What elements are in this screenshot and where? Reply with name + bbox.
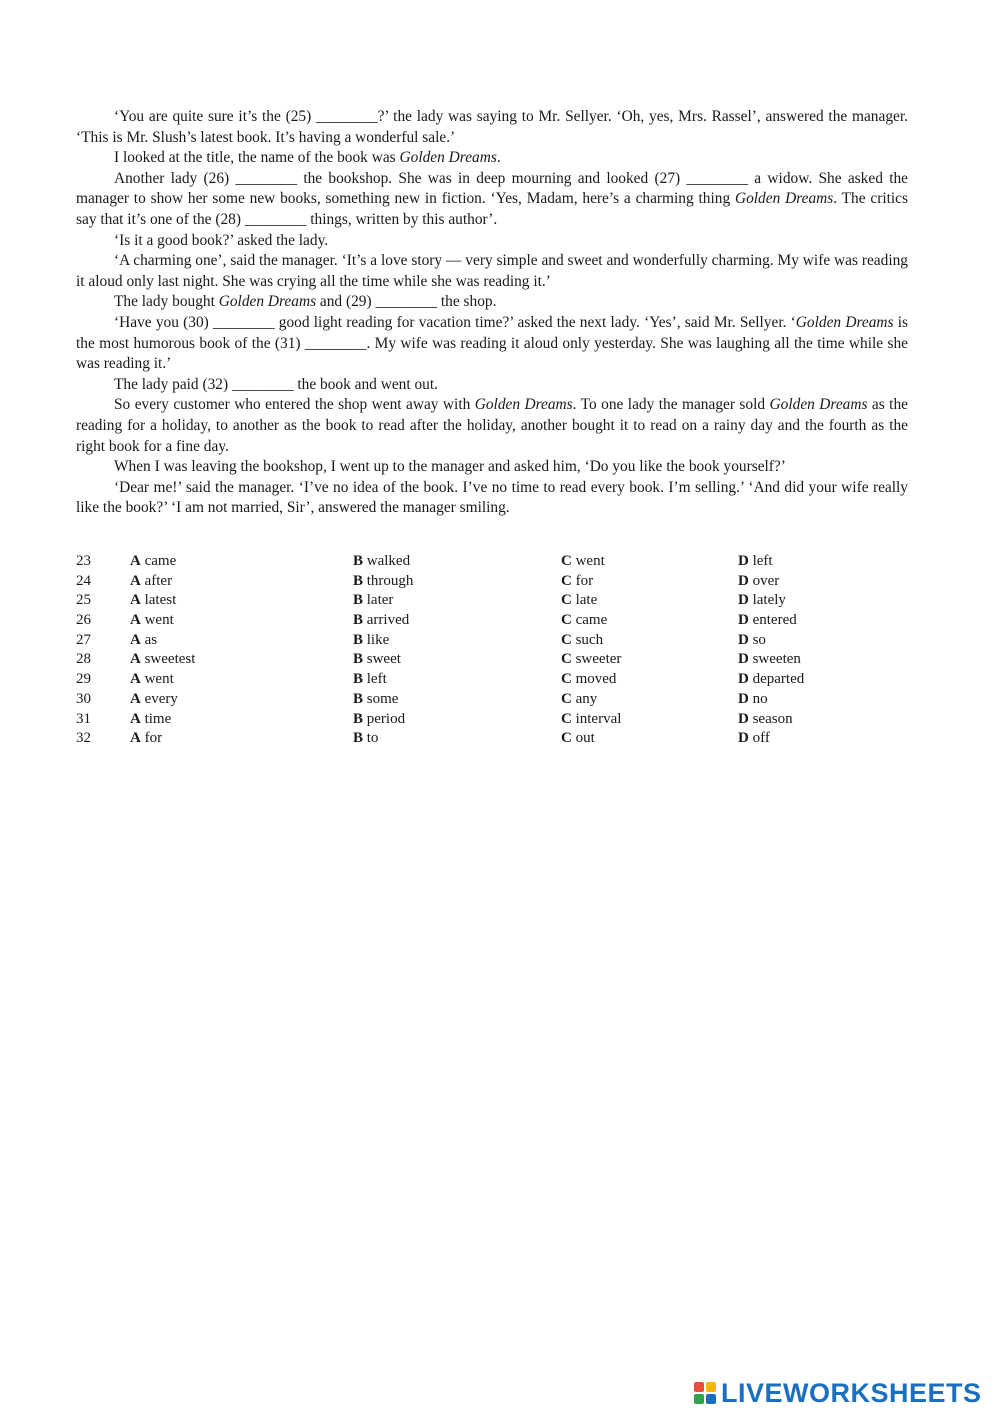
question-row bbox=[76, 729, 836, 749]
option-text: arrived bbox=[366, 612, 410, 629]
option-letter: B bbox=[353, 572, 364, 589]
option-letter: A bbox=[130, 553, 141, 569]
option-c bbox=[561, 650, 621, 670]
brand-name: LIVEWORKSHEETS bbox=[721, 1377, 982, 1408]
passage-text: ‘You are quite sure it’s the (25) ________?’ the lady was saying to Mr. Sellyer. ‘Oh, yes, Mrs. Rassel’, answered the manager. ‘This is Mr. Slush’s latest book. It’s having a wonderful sale.’ bbox=[76, 108, 908, 146]
passage-text: as the reading for a holiday, to another as the book to read after the holiday, another bought it to read on a rainy day and the fourth as the right book for a fine day. bbox=[76, 396, 908, 455]
option-text: some bbox=[366, 690, 399, 707]
passage-paragraph bbox=[76, 148, 908, 169]
option-a bbox=[130, 552, 176, 572]
passage-text: When I was leaving the bookshop, I went up to the manager and asked him, ‘Do you like the book yourself?’ bbox=[114, 458, 786, 476]
option-text: every bbox=[144, 690, 178, 707]
option-text: later bbox=[366, 592, 394, 609]
option-text: left bbox=[752, 553, 773, 569]
option-text: season bbox=[752, 710, 793, 727]
passage-text: and (29) ________ the shop. bbox=[316, 293, 497, 311]
option-letter: B bbox=[353, 651, 364, 668]
option-b bbox=[353, 552, 410, 572]
option-c bbox=[561, 611, 607, 631]
passage-paragraph bbox=[76, 313, 908, 375]
option-text: interval bbox=[575, 710, 622, 727]
option-d bbox=[738, 690, 768, 710]
option-text: like bbox=[366, 631, 390, 648]
option-a bbox=[130, 690, 178, 710]
question-number: 32 bbox=[76, 730, 91, 747]
footer-branding bbox=[694, 1378, 982, 1408]
option-text: departed bbox=[752, 671, 805, 688]
option-text: came bbox=[144, 553, 177, 569]
book-title-text: Golden Dreams bbox=[218, 293, 317, 311]
question-number: 25 bbox=[76, 592, 91, 609]
option-letter: C bbox=[561, 651, 572, 668]
option-c bbox=[561, 552, 605, 572]
passage-paragraph bbox=[76, 169, 908, 231]
passage-text: The lady bought bbox=[114, 293, 219, 311]
question-row bbox=[76, 591, 836, 611]
option-letter: D bbox=[738, 710, 749, 727]
question-row bbox=[76, 552, 836, 572]
passage-text: . bbox=[496, 149, 501, 167]
passage-text: The lady paid (32) ________ the book and went out. bbox=[114, 375, 438, 393]
option-text: time bbox=[144, 710, 172, 727]
option-text: out bbox=[575, 730, 595, 747]
option-text: so bbox=[752, 631, 766, 648]
option-b bbox=[353, 729, 378, 749]
option-letter: A bbox=[130, 690, 141, 707]
option-d bbox=[738, 710, 793, 730]
book-title-text: Golden Dreams bbox=[399, 149, 497, 167]
option-letter: A bbox=[130, 592, 141, 609]
option-text: period bbox=[366, 710, 406, 727]
option-text: left bbox=[366, 671, 387, 688]
option-letter: B bbox=[353, 631, 364, 648]
option-d bbox=[738, 591, 786, 611]
question-row bbox=[76, 650, 836, 670]
option-text: latest bbox=[144, 592, 177, 609]
option-c bbox=[561, 729, 595, 749]
option-text: went bbox=[575, 553, 605, 569]
option-text: walked bbox=[366, 553, 411, 569]
option-letter: D bbox=[738, 671, 749, 688]
option-text: any bbox=[575, 690, 598, 707]
option-b bbox=[353, 591, 393, 611]
option-text: came bbox=[575, 612, 608, 629]
option-d bbox=[738, 650, 801, 670]
liveworksheets-logo-icon bbox=[694, 1382, 716, 1404]
passage-text: ‘Is it a good book?’ asked the lady. bbox=[114, 231, 329, 249]
option-letter: C bbox=[561, 572, 572, 589]
option-a bbox=[130, 729, 162, 749]
option-letter: C bbox=[561, 553, 572, 569]
reading-passage bbox=[76, 107, 908, 519]
option-c bbox=[561, 572, 593, 592]
option-letter: A bbox=[130, 572, 141, 589]
passage-text: Another lady (26) ________ the bookshop. She was in deep mourning and looked (27) ________ a widow. She asked the manager to show her some new books, something new in fiction. ‘Yes, Madam, here’s a charming thing bbox=[76, 169, 908, 208]
passage-paragraph bbox=[76, 395, 908, 457]
option-b bbox=[353, 631, 389, 651]
option-a bbox=[130, 650, 195, 670]
option-letter: D bbox=[738, 612, 749, 629]
option-text: entered bbox=[752, 612, 797, 629]
option-d bbox=[738, 611, 797, 631]
question-number: 31 bbox=[76, 710, 91, 727]
option-letter: A bbox=[130, 730, 141, 747]
option-letter: B bbox=[353, 671, 364, 688]
passage-text: ‘Have you (30) ________ good light reading for vacation time?’ asked the next lady. ‘Yes’, said Mr. Sellyer. ‘ bbox=[114, 313, 796, 331]
option-letter: C bbox=[561, 671, 572, 688]
option-letter: B bbox=[353, 730, 364, 747]
option-letter: A bbox=[130, 631, 141, 648]
passage-text: I looked at the title, the name of the book was bbox=[114, 149, 400, 167]
book-title-text: Golden Dreams bbox=[734, 190, 834, 208]
option-letter: D bbox=[738, 651, 749, 668]
option-b bbox=[353, 572, 413, 592]
question-row bbox=[76, 631, 836, 651]
passage-paragraph bbox=[76, 478, 908, 519]
option-d bbox=[738, 729, 770, 749]
option-letter: C bbox=[561, 690, 572, 707]
option-letter: D bbox=[738, 631, 749, 648]
answer-options-table bbox=[76, 552, 836, 749]
option-c bbox=[561, 591, 597, 611]
option-letter: D bbox=[738, 592, 749, 609]
option-text: sweeter bbox=[575, 651, 622, 668]
option-letter: D bbox=[738, 572, 749, 589]
passage-text: . The critics say that it’s one of the (28) ________ things, written by this author’. bbox=[76, 190, 908, 228]
passage-paragraph bbox=[76, 107, 908, 148]
option-a bbox=[130, 710, 171, 730]
option-letter: C bbox=[561, 710, 572, 727]
option-c bbox=[561, 710, 621, 730]
option-letter: B bbox=[353, 690, 364, 707]
option-c bbox=[561, 690, 597, 710]
passage-paragraph bbox=[76, 231, 908, 252]
option-text: sweeten bbox=[752, 651, 801, 668]
passage-text: is the most humorous book of the (31) ________. My wife was reading it aloud only yesterday. She was laughing all the time while she was reading it.’ bbox=[76, 313, 908, 373]
passage-text: So every customer who entered the shop went away with bbox=[114, 396, 475, 414]
option-letter: A bbox=[130, 671, 141, 688]
option-text: moved bbox=[575, 671, 617, 688]
option-d bbox=[738, 670, 804, 690]
question-row bbox=[76, 572, 836, 592]
option-text: such bbox=[575, 631, 604, 648]
book-title-text: Golden Dreams bbox=[769, 396, 868, 414]
question-number: 30 bbox=[76, 690, 91, 707]
option-a bbox=[130, 591, 176, 611]
option-letter: A bbox=[130, 651, 141, 668]
option-text: through bbox=[366, 572, 414, 589]
option-a bbox=[130, 670, 174, 690]
option-letter: B bbox=[353, 612, 364, 629]
question-number: 24 bbox=[76, 572, 91, 589]
option-d bbox=[738, 552, 773, 572]
option-letter: D bbox=[738, 690, 749, 707]
option-letter: A bbox=[130, 710, 141, 727]
option-text: went bbox=[144, 612, 174, 629]
passage-text: ‘A charming one’, said the manager. ‘It’s a love story — very simple and sweet and wonderfully charming. My wife was reading it aloud only last night. She was crying all the time while she was reading it.’ bbox=[76, 252, 908, 290]
passage-text: . To one lady the manager sold bbox=[572, 396, 770, 414]
option-text: as bbox=[144, 631, 158, 648]
option-letter: B bbox=[353, 710, 364, 727]
option-text: late bbox=[575, 592, 598, 609]
option-text: over bbox=[752, 572, 780, 589]
option-letter: B bbox=[353, 553, 364, 569]
option-text: off bbox=[752, 730, 770, 747]
option-b bbox=[353, 710, 405, 730]
question-row bbox=[76, 611, 836, 631]
question-row bbox=[76, 710, 836, 730]
question-number: 29 bbox=[76, 671, 91, 688]
option-a bbox=[130, 631, 157, 651]
option-a bbox=[130, 611, 174, 631]
question-row bbox=[76, 690, 836, 710]
passage-paragraph bbox=[76, 457, 908, 478]
option-letter: C bbox=[561, 631, 572, 648]
option-text: lately bbox=[752, 592, 786, 609]
option-text: for bbox=[575, 572, 594, 589]
question-number: 23 bbox=[76, 553, 91, 569]
option-text: no bbox=[752, 690, 768, 707]
option-b bbox=[353, 611, 409, 631]
option-letter: A bbox=[130, 612, 141, 629]
option-text: sweetest bbox=[144, 651, 196, 668]
option-letter: B bbox=[353, 592, 364, 609]
option-letter: D bbox=[738, 730, 749, 747]
option-b bbox=[353, 670, 387, 690]
option-letter: C bbox=[561, 612, 572, 629]
option-d bbox=[738, 631, 766, 651]
passage-paragraph bbox=[76, 292, 908, 313]
option-c bbox=[561, 631, 603, 651]
question-number: 28 bbox=[76, 651, 91, 668]
option-b bbox=[353, 690, 398, 710]
question-number: 26 bbox=[76, 612, 91, 629]
question-number: 27 bbox=[76, 631, 91, 648]
option-text: after bbox=[144, 572, 173, 589]
option-c bbox=[561, 670, 616, 690]
option-a bbox=[130, 572, 172, 592]
option-text: for bbox=[144, 730, 163, 747]
option-text: sweet bbox=[366, 651, 401, 668]
option-b bbox=[353, 650, 401, 670]
book-title-text: Golden Dreams bbox=[795, 313, 894, 331]
option-text: went bbox=[144, 671, 174, 688]
book-title-text: Golden Dreams bbox=[474, 396, 573, 414]
question-row bbox=[76, 670, 836, 690]
option-d bbox=[738, 572, 779, 592]
option-letter: D bbox=[738, 553, 749, 569]
passage-paragraph bbox=[76, 251, 908, 292]
option-text: to bbox=[366, 730, 379, 747]
option-letter: C bbox=[561, 592, 572, 609]
passage-paragraph bbox=[76, 375, 908, 396]
passage-text: ‘Dear me!’ said the manager. ‘I’ve no idea of the book. I’ve no time to read every book. I’m selling.’ ‘And did your wife really like the book?’ ‘I am not married, Sir’, answered the manager smiling. bbox=[76, 478, 908, 517]
option-letter: C bbox=[561, 730, 572, 747]
